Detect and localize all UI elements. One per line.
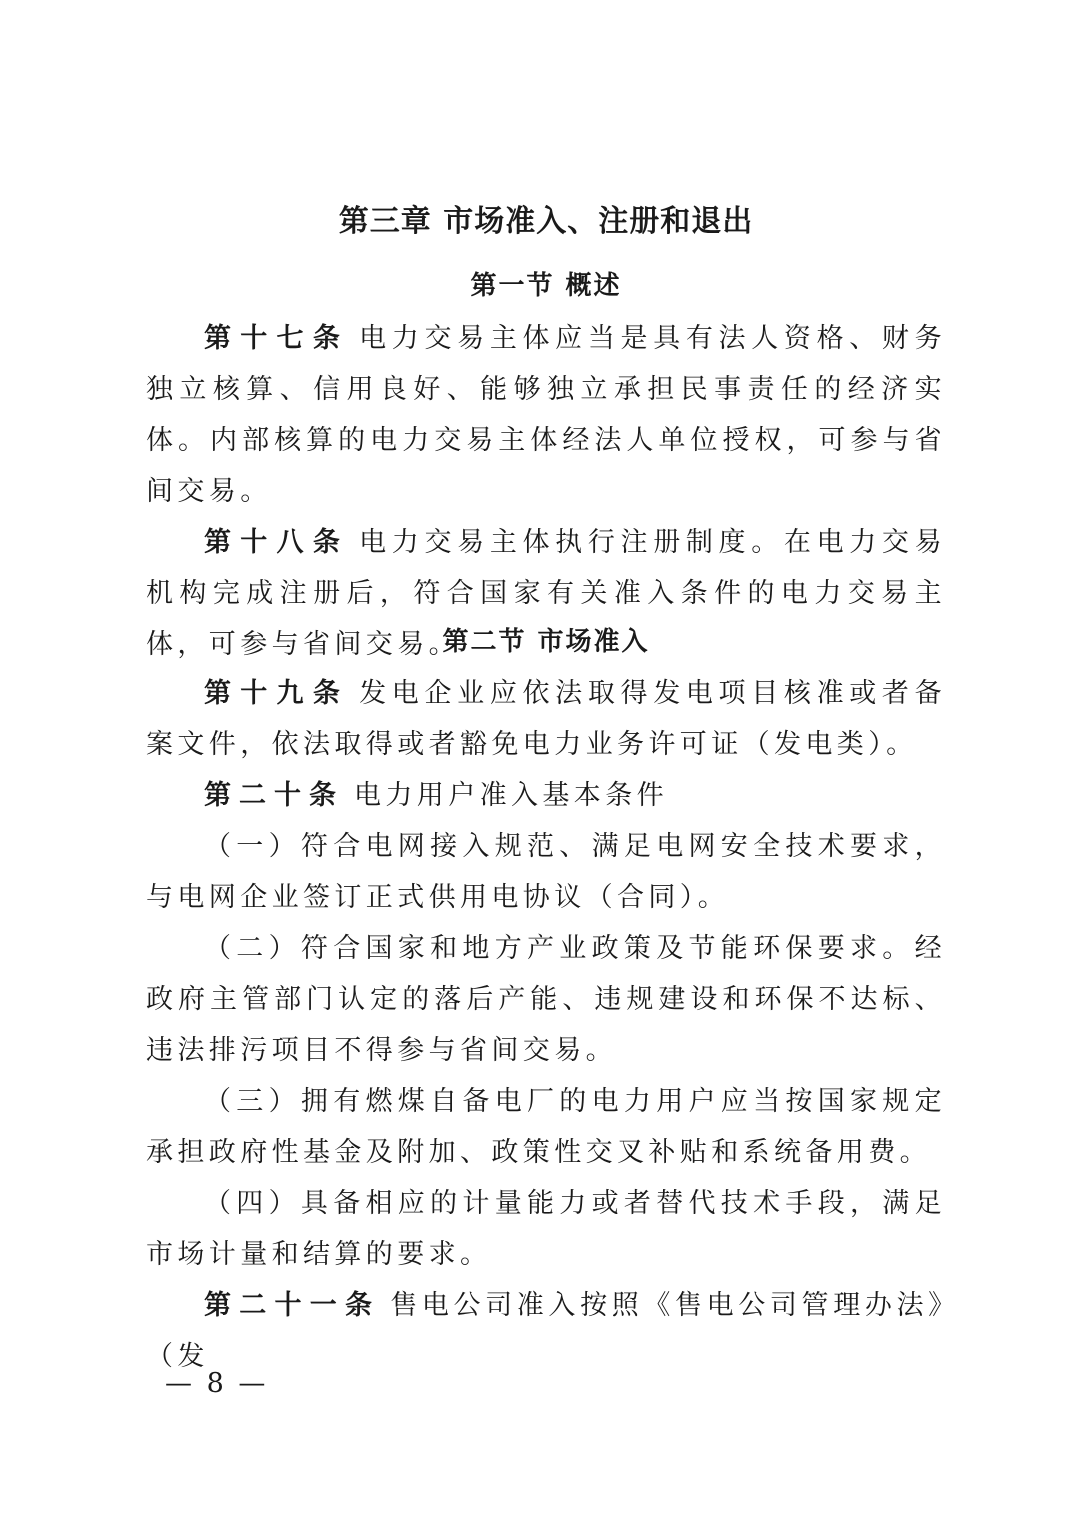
article-label: 第十七条 — [204, 323, 350, 354]
article-label: 第二十条 — [204, 780, 344, 811]
articles-block-2 — [146, 668, 946, 1382]
article-17 — [146, 313, 946, 517]
article-label: 第十八条 — [204, 527, 350, 558]
article-20-item-4: （四）具备相应的计量能力或者替代技术手段，满足市场计量和结算的要求。 — [146, 1188, 946, 1270]
section-title-market-access: 第二节 市场准入 — [442, 627, 650, 657]
article-text: 售电公司准入按照《售电公司管理办法》（发 — [146, 1290, 947, 1372]
article-20-item-1: （一）符合电网接入规范、满足电网安全技术要求，与电网企业签订正式供用电协议（合同）。 — [146, 831, 946, 913]
article-text: 电力用户准入基本条件 — [354, 780, 668, 811]
article-19 — [146, 668, 946, 770]
article-20 — [146, 770, 946, 821]
chapter-title: 第三章 市场准入、注册和退出 — [338, 204, 754, 239]
article-text: 电力交易主体应当是具有法人资格、财务独立核算、信用良好、能够独立承担民事责任的经济实体。内部核算的电力交易主体经法人单位授权，可参与省间交易。 — [146, 323, 947, 507]
section-title-overview: 第一节 概述 — [470, 271, 622, 301]
article-text: 发电企业应依法取得发电项目核准或者备案文件，依法取得或者豁免电力业务许可证（发电类）。 — [146, 678, 947, 760]
document-page — [146, 0, 946, 1527]
article-text: 电力交易主体执行注册制度。在电力交易机构完成注册后，符合国家有关准入条件的电力交易主体，可参与省间交易。 — [146, 527, 947, 660]
article-label: 第十九条 — [204, 678, 350, 709]
article-label: 第二十一条 — [204, 1290, 381, 1321]
page-number: — 8 — — [165, 1368, 269, 1399]
article-20-item-3: （三）拥有燃煤自备电厂的电力用户应当按国家规定承担政府性基金及附加、政策性交叉补贴和系统备用费。 — [146, 1086, 946, 1168]
article-20-item-2: （二）符合国家和地方产业政策及节能环保要求。经政府主管部门认定的落后产能、违规建设和环保不达标、违法排污项目不得参与省间交易。 — [146, 933, 946, 1066]
